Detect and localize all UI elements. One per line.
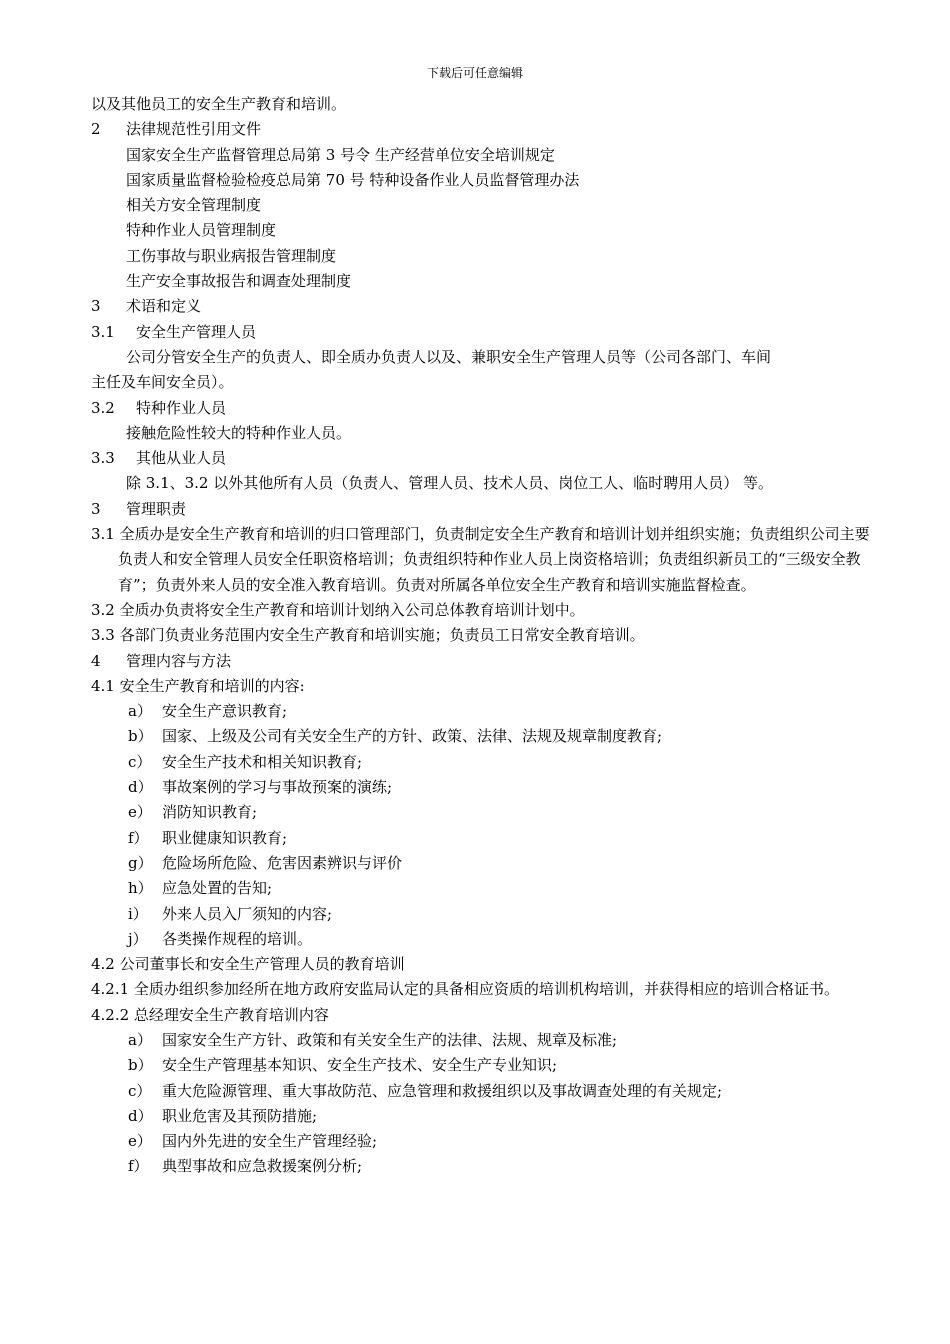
section-3-heading bbox=[91, 294, 871, 319]
subsection-title: 安全生产管理人员 bbox=[136, 322, 257, 341]
section-title: 术语和定义 bbox=[126, 297, 202, 316]
list-marker: i） bbox=[128, 904, 148, 923]
list-item bbox=[91, 800, 871, 825]
list-marker: a） bbox=[128, 1030, 152, 1049]
reference-item: 生产安全事故报告和调查处理制度 bbox=[126, 272, 352, 291]
section-title: 管理内容与方法 bbox=[126, 651, 232, 670]
reference-item: 相关方安全管理制度 bbox=[126, 196, 262, 215]
list-marker: e） bbox=[128, 803, 152, 822]
list-item bbox=[91, 750, 871, 775]
list-item bbox=[91, 1154, 871, 1179]
section-2-heading bbox=[91, 117, 871, 142]
list-marker: c） bbox=[128, 752, 152, 771]
list-text: 事故案例的学习与事故预案的演练; bbox=[162, 778, 393, 797]
paragraph: 除 3.1、3.2 以外其他所有人员（负责人、管理人员、技术人员、岗位工人、临时聘用人员） 等。 bbox=[126, 474, 774, 493]
list-marker: h） bbox=[128, 879, 153, 898]
list-text: 外来人员入厂须知的内容; bbox=[162, 904, 333, 923]
subsection-3-3-heading bbox=[91, 446, 871, 471]
subsection-number: 3.3 bbox=[91, 449, 115, 468]
subsection-title: 其他从业人员 bbox=[136, 449, 227, 468]
section-4-heading bbox=[91, 649, 871, 674]
list-item bbox=[91, 1104, 871, 1129]
list-item bbox=[91, 902, 871, 927]
subsection-number: 3.2 bbox=[91, 398, 115, 417]
reference-item: 特种作业人员管理制度 bbox=[126, 221, 277, 240]
reference-item: 国家质量监督检验检疫总局第 70 号 特种设备作业人员监督管理办法 bbox=[126, 170, 580, 189]
subsection-3-2-heading bbox=[91, 396, 871, 421]
list-text: 消防知识教育; bbox=[162, 803, 258, 822]
list-item bbox=[91, 826, 871, 851]
list-item bbox=[91, 1129, 871, 1154]
page-header: 下载后可任意编辑 bbox=[426, 66, 523, 80]
reference-item: 工伤事故与职业病报告管理制度 bbox=[126, 246, 337, 265]
list-text: 国家、上级及公司有关安全生产的方针、政策、法律、法规及规章制度教育; bbox=[162, 727, 663, 746]
list-marker: e） bbox=[128, 1132, 152, 1151]
subsection-4-1-heading: 4.1 安全生产教育和培训的内容: bbox=[91, 676, 305, 695]
section-number: 3 bbox=[91, 499, 101, 518]
list-text: 安全生产技术和相关知识教育; bbox=[162, 752, 363, 771]
list-marker: f） bbox=[128, 828, 149, 847]
subsection-title: 特种作业人员 bbox=[136, 398, 227, 417]
duty-paragraph: 3.2 全质办负责将安全生产教育和培训计划纳入公司总体教育培训计划中。 bbox=[91, 600, 585, 619]
list-marker: c） bbox=[128, 1081, 152, 1100]
paragraph: 公司分管安全生产的负责人、即全质办负责人以及、兼职安全生产管理人员等（公司各部门、车间 bbox=[126, 347, 772, 366]
list-marker: d） bbox=[128, 778, 153, 797]
subsection-number: 3.1 bbox=[91, 322, 115, 341]
section-number: 3 bbox=[91, 297, 101, 316]
list-text: 危险场所危险、危害因素辨识与评价 bbox=[162, 853, 403, 872]
duty-paragraph: 3.1 全质办是安全生产教育和培训的归口管理部门，负责制定安全生产教育和培训计划并组织实施；负责组织公司主要负责人和安全管理人员安全任职资格培训；负责组织特种作业人员上岗资格培训；负责组织新员工的“三级安全教育”；负责外来人员的安全准入教育培训。负责对所属各单位安全生产教育和培训实施监督检查。 bbox=[91, 525, 870, 594]
list-text: 重大危险源管理、重大事故防范、应急管理和救援组织以及事故调查处理的有关规定; bbox=[162, 1081, 723, 1100]
list-text: 职业危害及其预防措施; bbox=[162, 1106, 318, 1125]
subsection-4-2-2-heading: 4.2.2 总经理安全生产教育培训内容 bbox=[91, 1005, 329, 1024]
list-text: 安全生产管理基本知识、安全生产技术、安全生产专业知识; bbox=[162, 1056, 558, 1075]
list-item bbox=[91, 775, 871, 800]
list-item bbox=[91, 851, 871, 876]
list-text: 安全生产意识教育; bbox=[162, 702, 288, 721]
paragraph-4-2-1: 4.2.1 全质办组织参加经所在地方政府安监局认定的具备相应资质的培训机构培训，并获得相应的培训合格证书。 bbox=[91, 980, 839, 999]
list-marker: a） bbox=[128, 702, 152, 721]
subsection-3-1-heading bbox=[91, 320, 871, 345]
intro-line: 以及其他员工的安全生产教育和培训。 bbox=[91, 95, 347, 113]
list-text: 各类操作规程的培训。 bbox=[162, 929, 313, 948]
section-number: 2 bbox=[91, 120, 101, 139]
list-marker: g） bbox=[128, 853, 153, 872]
list-marker: b） bbox=[128, 727, 153, 746]
reference-item: 国家安全生产监督管理总局第 3 号令 生产经营单位安全培训规定 bbox=[126, 145, 555, 164]
list-text: 国内外先进的安全生产管理经验; bbox=[162, 1132, 378, 1151]
list-text: 应急处置的告知; bbox=[162, 879, 273, 898]
list-marker: b） bbox=[128, 1056, 153, 1075]
list-item bbox=[91, 927, 871, 952]
list-marker: j） bbox=[128, 929, 148, 948]
list-text: 职业健康知识教育; bbox=[162, 828, 288, 847]
section-duties-heading bbox=[91, 497, 871, 522]
list-item bbox=[91, 1079, 871, 1104]
section-number: 4 bbox=[91, 651, 101, 670]
duty-paragraph: 3.3 各部门负责业务范围内安全生产教育和培训实施；负责员工日常安全教育培训。 bbox=[91, 626, 645, 645]
section-title: 管理职责 bbox=[126, 499, 187, 518]
subsection-4-2-heading: 4.2 公司董事长和安全生产管理人员的教育培训 bbox=[91, 955, 405, 974]
list-text: 典型事故和应急救援案例分析; bbox=[162, 1157, 363, 1176]
list-item bbox=[91, 1028, 871, 1053]
list-item bbox=[91, 699, 871, 724]
section-title: 法律规范性引用文件 bbox=[126, 120, 262, 139]
paragraph-continuation: 主任及车间安全员）。 bbox=[91, 373, 234, 392]
list-item bbox=[91, 724, 871, 749]
list-text: 国家安全生产方针、政策和有关安全生产的法律、法规、规章及标准; bbox=[162, 1030, 618, 1049]
list-marker: f） bbox=[128, 1157, 149, 1176]
list-item bbox=[91, 1053, 871, 1078]
document-body bbox=[91, 92, 871, 1180]
list-item bbox=[91, 876, 871, 901]
list-marker: d） bbox=[128, 1106, 153, 1125]
paragraph: 接触危险性较大的特种作业人员。 bbox=[126, 423, 352, 442]
